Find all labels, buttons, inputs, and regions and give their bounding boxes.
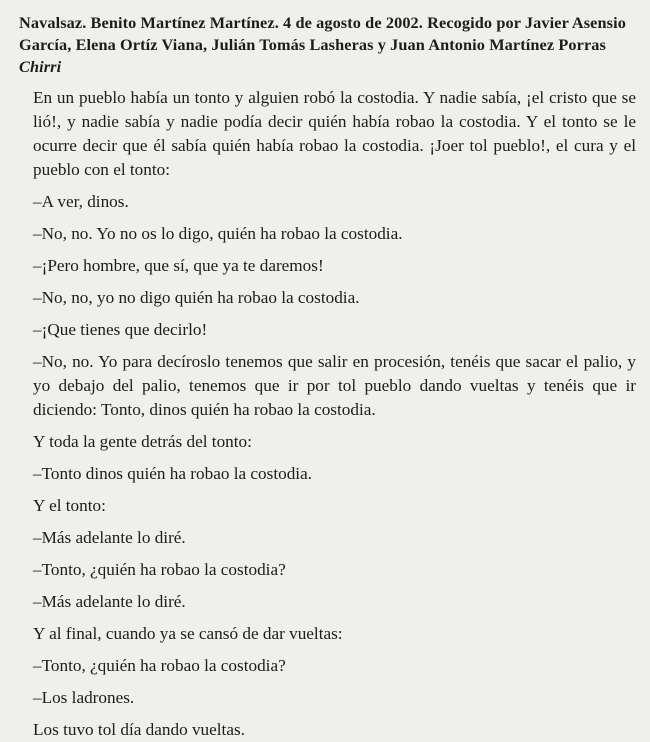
paragraph-dialogue: –No, no, yo no digo quién ha robao la costodia.: [33, 288, 360, 307]
paragraph-dialogue: –Más adelante lo diré.: [33, 592, 186, 611]
paragraph-dialogue: –Tonto, ¿quién ha robao la costodia?: [33, 560, 286, 579]
paragraph-dialogue: –¡Pero hombre, que sí, que ya te daremos!: [33, 256, 324, 275]
paragraph-intro: En un pueblo había un tonto y alguien robó la costodia. Y nadie sabía, ¡el cristo que se lió!, y nadie sabía y nadie podía decir quién había robao la costodia. Y el tonto se le ocurre decir que él sabía quién había robao la costodia. ¡Joer tol pueblo!, el cura y el pueblo con el tonto:: [33, 88, 636, 179]
paragraph-dialogue: –A ver, dinos.: [33, 192, 129, 211]
paragraph-dialogue: –Los ladrones.: [33, 688, 135, 707]
paragraph-dialogue-long: –No, no. Yo para decíroslo tenemos que salir en procesión, tenéis que sacar el palio, y yo debajo del palio, tenemos que ir por tol pueblo dando vueltas y tenéis que ir diciendo: Tonto, dinos quién ha robao la costodia.: [33, 352, 636, 419]
paragraph-narration: Y toda la gente detrás del tonto:: [33, 432, 252, 451]
paragraph-dialogue: –¡Que tienes que decirlo!: [33, 320, 208, 339]
paragraph-dialogue: –Tonto, ¿quién ha robao la costodia?: [33, 656, 286, 675]
paragraph-narration: Y el tonto:: [33, 496, 106, 515]
paragraph-narration: Y al final, cuando ya se cansó de dar vueltas:: [33, 624, 343, 643]
story-title: Chirri: [19, 57, 62, 76]
paragraph-dialogue: –No, no. Yo no os lo digo, quién ha robao la costodia.: [33, 224, 403, 243]
source-citation: Navalsaz. Benito Martínez Martínez. 4 de agosto de 2002. Recogido por Javier Asensio García, Elena Ortíz Viana, Julián Tomás Lasheras y Juan Antonio Martínez Porras: [19, 13, 626, 54]
source-header: [19, 12, 636, 78]
paragraph-narration: Los tuvo tol día dando vueltas.: [33, 720, 245, 739]
paragraph-dialogue: –Tonto dinos quién ha robao la costodia.: [33, 464, 312, 483]
paragraph-dialogue: –Más adelante lo diré.: [33, 528, 186, 547]
